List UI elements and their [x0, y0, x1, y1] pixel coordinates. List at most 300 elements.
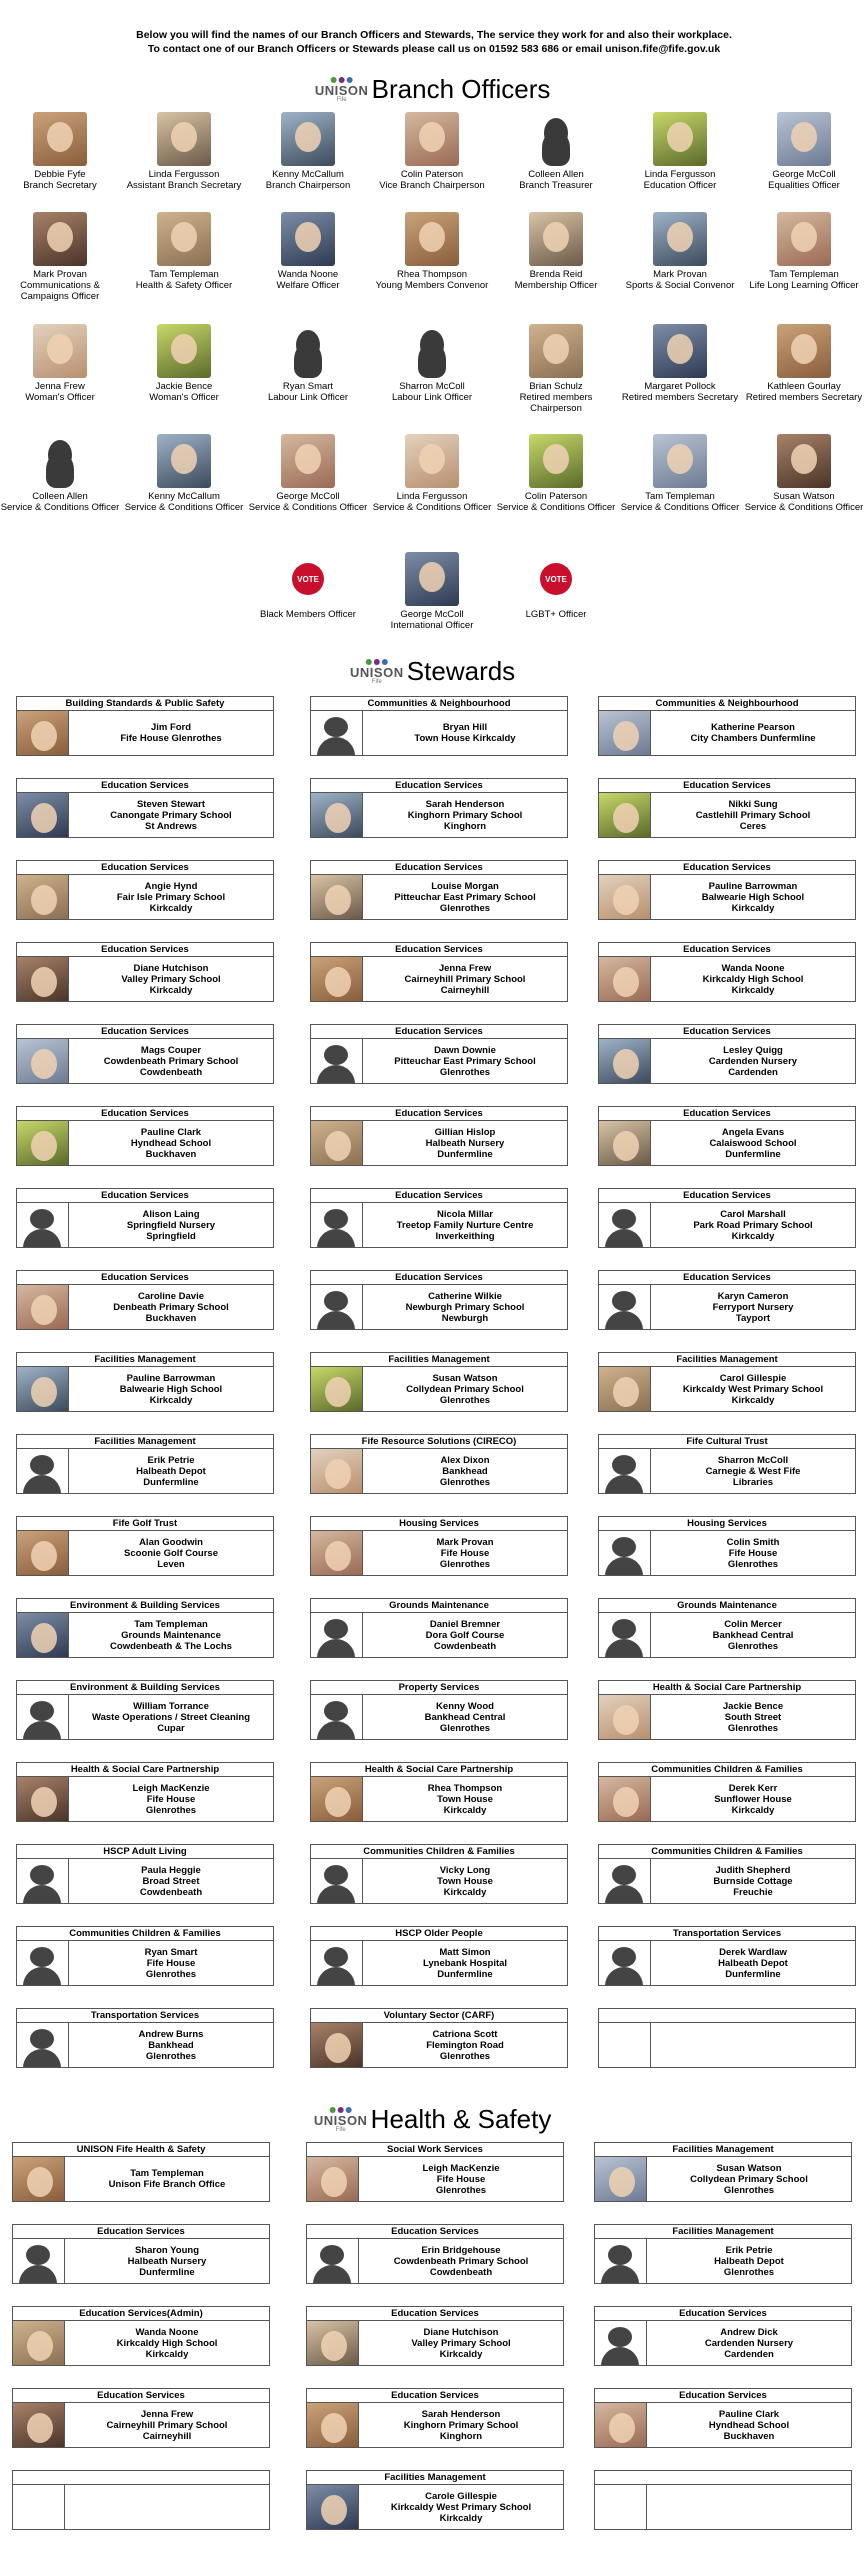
officer-role: Branch Secretary	[23, 180, 97, 191]
card-location: Cupar	[157, 1722, 185, 1734]
card-service: UNISON Fife Health & Safety	[13, 2143, 269, 2157]
card-name: Gillian Hislop	[434, 1126, 496, 1138]
card-service: Fife Cultural Trust	[599, 1435, 855, 1449]
officer-name: Tam Templeman	[645, 491, 715, 502]
card-service: Education Services	[311, 1271, 567, 1285]
officer-name: Linda Fergusson	[396, 491, 468, 502]
card-workplace: Halbeath Depot	[136, 1465, 206, 1477]
steward-card	[310, 1270, 568, 1330]
steward-card	[598, 1352, 856, 1412]
officer-photo	[281, 112, 335, 166]
card-workplace: Collydean Primary School	[690, 2173, 808, 2185]
card-name: William Torrance	[133, 1700, 209, 1712]
card-photo	[307, 2403, 359, 2447]
card-photo	[311, 2023, 363, 2067]
card-workplace: Fife House	[146, 1793, 196, 1805]
card-service: Education Services	[599, 943, 855, 957]
officer-role: Service & Conditions Officer	[124, 502, 244, 513]
card-photo	[307, 2239, 359, 2283]
steward-card	[16, 1598, 274, 1658]
officer-card	[0, 112, 120, 191]
card-location: Glenrothes	[727, 1640, 779, 1652]
card-photo	[599, 1449, 651, 1493]
officer-name: Jenna Frew	[35, 381, 85, 392]
card-service: Education Services	[17, 1271, 273, 1285]
card-workplace: Cowdenbeath Primary School	[393, 2255, 529, 2267]
officer-photo	[529, 434, 583, 488]
card-workplace: Town House	[437, 1793, 493, 1805]
officer-card	[496, 112, 616, 191]
card-workplace: Kirkcaldy High School	[702, 973, 804, 985]
steward-card	[594, 2142, 852, 2202]
card-location: Glenrothes	[439, 1558, 491, 1570]
card-service: Education Services	[307, 2389, 563, 2403]
officer-photo	[653, 324, 707, 378]
officer-card	[744, 112, 864, 191]
card-name: Sarah Henderson	[425, 798, 505, 810]
steward-card	[16, 778, 274, 838]
card-location: Kirkcaldy	[443, 1886, 487, 1898]
card-workplace: Treetop Family Nurture Centre	[396, 1219, 534, 1231]
card-service: Transportation Services	[17, 2009, 273, 2023]
steward-card	[310, 1926, 568, 1986]
officer-role: Labour Link Officer	[391, 392, 473, 403]
officer-role: Retired members Secretary	[745, 392, 863, 403]
card-name: Pauline Clark	[140, 1126, 202, 1138]
card-name: Dawn Downie	[434, 1044, 496, 1056]
card-service: Education Services	[595, 2389, 851, 2403]
card-location: Glenrothes	[723, 2184, 775, 2196]
card-service: Education Services(Admin)	[13, 2307, 269, 2321]
card-name: Carol Gillespie	[719, 1372, 787, 1384]
card-name: Lesley Quigg	[723, 1044, 783, 1056]
officer-photo	[157, 112, 211, 166]
card-name: Andrew Dick	[720, 2326, 778, 2338]
card-service: Communities Children & Families	[599, 1763, 855, 1777]
card-location: Glenrothes	[723, 2266, 775, 2278]
card-name: Jackie Bence	[722, 1700, 784, 1712]
card-workplace: Halbeath Depot	[714, 2255, 784, 2267]
unison-logo: UNISON Fife	[317, 2107, 365, 2133]
card-location: Glenrothes	[727, 1558, 779, 1570]
card-service: Education Services	[17, 861, 273, 875]
card-name: Kenny Wood	[436, 1700, 494, 1712]
officer-name: Kenny McCallum	[272, 169, 344, 180]
card-workplace: Halbeath Nursery	[127, 2255, 207, 2267]
card-photo	[595, 2403, 647, 2447]
officer-role: Branch Chairperson	[265, 180, 351, 191]
card-workplace: Halbeath Depot	[718, 1957, 788, 1969]
steward-card	[310, 2008, 568, 2068]
officer-role: Young Members Convenor	[375, 280, 489, 291]
card-service: Voluntary Sector (CARF)	[311, 2009, 567, 2023]
card-name: Pauline Barrowman	[708, 880, 798, 892]
card-name: Nicola Millar	[437, 1208, 493, 1220]
card-photo	[311, 711, 363, 755]
officer-name: Tam Templeman	[769, 269, 839, 280]
officer-name: George McColl	[400, 609, 464, 620]
card-service: Health & Social Care Partnership	[311, 1763, 567, 1777]
card-location: Kirkcaldy	[149, 1394, 193, 1406]
officer-role: Membership Officer	[514, 280, 598, 291]
card-location: Buckhaven	[723, 2430, 775, 2442]
card-name: Wanda Noone	[721, 962, 785, 974]
card-location: Tayport	[735, 1312, 771, 1324]
card-workplace: Park Road Primary School	[693, 1219, 813, 1231]
card-location: Cardenden	[728, 1066, 778, 1078]
officer-card	[248, 112, 368, 191]
card-workplace: Ferryport Nursery	[712, 1301, 794, 1313]
officer-card	[0, 212, 120, 302]
card-name: Jenna Frew	[140, 2408, 194, 2420]
card-workplace: Kirkcaldy West Primary School	[682, 1383, 824, 1395]
officer-card	[0, 324, 120, 403]
officer-role: Woman's Officer	[149, 392, 219, 403]
card-name: Tam Templeman	[130, 2168, 204, 2179]
card-workplace: Bankhead	[442, 1465, 488, 1477]
card-workplace: Fife House	[436, 2173, 486, 2185]
officer-photo	[529, 212, 583, 266]
card-location: Glenrothes	[439, 902, 491, 914]
officer-photo	[281, 212, 335, 266]
officer-card	[620, 324, 740, 403]
card-service: Education Services	[599, 1189, 855, 1203]
steward-card	[598, 942, 856, 1002]
card-workplace: Bankhead Central	[712, 1629, 794, 1641]
officer-role: LGBT+ Officer	[525, 609, 587, 620]
card-service: Communities Children & Families	[17, 1927, 273, 1941]
steward-card	[598, 2008, 856, 2068]
card-photo	[17, 1777, 69, 1821]
officer-role: Health & Safety Officer	[135, 280, 233, 291]
steward-card	[594, 2388, 852, 2448]
officer-name: Colin Paterson	[400, 169, 464, 180]
card-name: Jenna Frew	[438, 962, 492, 974]
card-photo	[311, 1613, 363, 1657]
card-location: Glenrothes	[727, 1722, 779, 1734]
officer-name: Margaret Pollock	[644, 381, 716, 392]
card-workplace: Town House	[437, 1875, 493, 1887]
card-photo	[311, 1695, 363, 1739]
officer-role: Communications & Campaigns Officer	[20, 280, 100, 302]
card-photo	[17, 875, 69, 919]
intro-line-2: To contact one of our Branch Officers or Stewards please call us on 01592 583 686 or email unison.fife@fife.gov.uk	[147, 43, 721, 55]
card-photo	[599, 1121, 651, 1165]
card-photo	[17, 1941, 69, 1985]
card-workplace: Kinghorn Primary School	[403, 2419, 519, 2431]
steward-card	[594, 2224, 852, 2284]
steward-card	[310, 1516, 568, 1576]
card-service: Environment & Building Services	[17, 1681, 273, 1695]
card-location: Dunfermline	[725, 1148, 781, 1160]
officer-photo	[281, 552, 335, 606]
officer-name: George McColl	[276, 491, 340, 502]
steward-card	[16, 860, 274, 920]
officer-photo	[529, 552, 583, 606]
card-workplace: Kinghorn Primary School	[407, 809, 523, 821]
card-workplace: Cardenden Nursery	[708, 1055, 798, 1067]
card-service	[595, 2471, 851, 2485]
card-workplace: Grounds Maintenance	[121, 1629, 221, 1641]
card-workplace: Halbeath Nursery	[425, 1137, 505, 1149]
card-location: Kinghorn	[443, 820, 487, 832]
card-name: Louise Morgan	[431, 880, 499, 892]
card-service: Facilities Management	[307, 2471, 563, 2485]
card-photo	[311, 1859, 363, 1903]
card-workplace: Castlehill Primary School	[695, 809, 811, 821]
steward-card	[306, 2388, 564, 2448]
steward-card	[598, 1680, 856, 1740]
card-workplace: Cowdenbeath Primary School	[103, 1055, 239, 1067]
card-photo	[595, 2239, 647, 2283]
card-service: Education Services	[599, 1271, 855, 1285]
card-workplace: Cairneyhill Primary School	[404, 973, 526, 985]
card-service: Communities & Neighbourhood	[599, 697, 855, 711]
card-location: Cowdenbeath	[429, 2266, 493, 2278]
card-photo	[599, 1285, 651, 1329]
card-service: Communities Children & Families	[599, 1845, 855, 1859]
card-location: Kinghorn	[439, 2430, 483, 2442]
card-name: Bryan Hill	[442, 722, 488, 733]
officer-name: Wanda Noone	[277, 269, 339, 280]
card-name: Pauline Barrowman	[126, 1372, 216, 1384]
steward-card	[598, 1188, 856, 1248]
officer-name: Susan Watson	[773, 491, 835, 502]
officer-card	[372, 212, 492, 291]
card-location: Cowdenbeath	[433, 1640, 497, 1652]
card-photo	[17, 1531, 69, 1575]
steward-card	[310, 1188, 568, 1248]
card-workplace: Newburgh Primary School	[405, 1301, 525, 1313]
card-location: Dunfermline	[437, 1968, 493, 1980]
card-name: Carole Gillespie	[425, 2490, 497, 2502]
officer-role: Labour Link Officer	[267, 392, 349, 403]
officer-role: Retired members Secretary	[621, 392, 739, 403]
officer-name: Jackie Bence	[155, 381, 213, 392]
card-location: Glenrothes	[145, 1804, 197, 1816]
card-photo	[311, 1777, 363, 1821]
card-service: Education Services	[307, 2225, 563, 2239]
steward-card	[16, 1188, 274, 1248]
card-photo	[17, 1859, 69, 1903]
card-photo	[13, 2321, 65, 2365]
card-service: Education Services	[307, 2307, 563, 2321]
card-location: Kirkcaldy	[731, 1804, 775, 1816]
card-workplace: Balwearie High School	[701, 891, 805, 903]
officer-name: Colleen Allen	[32, 491, 88, 502]
officer-photo	[281, 434, 335, 488]
steward-card	[310, 1434, 568, 1494]
card-service: Education Services	[311, 1107, 567, 1121]
steward-card	[310, 696, 568, 756]
card-photo	[17, 1449, 69, 1493]
card-location: Leven	[157, 1558, 185, 1570]
card-name: Susan Watson	[432, 1372, 498, 1384]
card-photo	[311, 1203, 363, 1247]
steward-card	[310, 1024, 568, 1084]
card-name: Angie Hynd	[144, 880, 198, 892]
card-photo	[17, 1285, 69, 1329]
officer-role: Service & Conditions Officer	[496, 502, 616, 513]
card-photo	[17, 1203, 69, 1247]
card-service: Education Services	[599, 1025, 855, 1039]
card-service: Transportation Services	[599, 1927, 855, 1941]
steward-card	[16, 1270, 274, 1330]
card-photo	[17, 1121, 69, 1165]
card-name: Jim Ford	[150, 722, 192, 733]
card-name: Karyn Cameron	[717, 1290, 789, 1302]
steward-card	[12, 2142, 270, 2202]
steward-card	[598, 1598, 856, 1658]
card-photo	[311, 875, 363, 919]
steward-card	[598, 1106, 856, 1166]
card-service: Health & Social Care Partnership	[599, 1681, 855, 1695]
card-service: Education Services	[599, 861, 855, 875]
card-workplace: Fife House Glenrothes	[120, 733, 222, 744]
officer-card	[248, 324, 368, 403]
officer-role: Life Long Learning Officer	[749, 280, 859, 291]
card-location: St Andrews	[145, 820, 197, 832]
card-service: HSCP Older People	[311, 1927, 567, 1941]
card-service: Education Services	[17, 1025, 273, 1039]
card-location: Dunfermline	[437, 1148, 493, 1160]
card-photo	[599, 1531, 651, 1575]
officer-card	[248, 434, 368, 513]
officer-role: International Officer	[390, 620, 474, 631]
card-location: Glenrothes	[439, 1394, 491, 1406]
steward-card	[16, 1352, 274, 1412]
card-name: Diane Hutchison	[423, 2326, 499, 2338]
steward-card	[16, 2008, 274, 2068]
officer-name: Colleen Allen	[528, 169, 584, 180]
card-location: Buckhaven	[145, 1312, 197, 1324]
card-name: Susan Watson	[716, 2162, 782, 2174]
card-name: Daniel Bremner	[429, 1618, 501, 1630]
card-workplace: Bankhead	[148, 2039, 194, 2051]
officer-card	[744, 434, 864, 513]
steward-card	[310, 1598, 568, 1658]
officer-role: Retired members Chairperson	[519, 392, 593, 414]
card-location: Kirkcaldy	[731, 1394, 775, 1406]
card-workplace: Lynebank Hospital	[422, 1957, 508, 1969]
officer-role: Black Members Officer	[260, 609, 356, 620]
card-name: Ryan Smart	[144, 1946, 198, 1958]
card-photo	[307, 2157, 359, 2201]
steward-card	[12, 2470, 270, 2530]
card-name: Alex Dixon	[440, 1454, 490, 1466]
branch-officers-heading	[0, 74, 868, 114]
officer-card	[124, 324, 244, 403]
card-photo	[599, 1695, 651, 1739]
officer-name: Kathleen Gourlay	[767, 381, 841, 392]
steward-card	[16, 1762, 274, 1822]
officer-name: Sharron McColl	[399, 381, 465, 392]
card-photo	[599, 1613, 651, 1657]
card-name: Alan Goodwin	[139, 1536, 203, 1548]
steward-card	[306, 2470, 564, 2530]
health-safety-heading	[0, 2104, 868, 2144]
officer-photo	[653, 212, 707, 266]
officer-card	[248, 212, 368, 291]
card-name: Rhea Thompson	[427, 1782, 503, 1794]
card-name: Sarah Henderson	[421, 2408, 501, 2420]
steward-card	[16, 1434, 274, 1494]
officer-photo	[529, 324, 583, 378]
steward-card	[594, 2306, 852, 2366]
officer-photo	[653, 434, 707, 488]
card-name: Colin Smith	[726, 1536, 780, 1548]
card-photo	[311, 1121, 363, 1165]
officer-role: Welfare Officer	[276, 280, 340, 291]
card-photo	[311, 1941, 363, 1985]
card-location: Glenrothes	[145, 2050, 197, 2062]
steward-card	[598, 1434, 856, 1494]
steward-card	[306, 2142, 564, 2202]
card-workplace: Pitteuchar East Primary School	[394, 1055, 536, 1067]
card-workplace: Fife House	[146, 1957, 196, 1969]
card-photo	[311, 1367, 363, 1411]
card-workplace: Canongate Primary School	[110, 809, 232, 821]
officer-card	[744, 324, 864, 403]
officer-photo	[777, 324, 831, 378]
officer-card	[124, 434, 244, 513]
card-workplace: Cairneyhill Primary School	[106, 2419, 228, 2431]
card-location: Kirkcaldy	[731, 902, 775, 914]
officer-card	[372, 112, 492, 191]
card-workplace: City Chambers Dunfermline	[690, 733, 816, 744]
card-service: Grounds Maintenance	[311, 1599, 567, 1613]
card-location: Kirkcaldy	[731, 984, 775, 996]
card-service: Facilities Management	[17, 1353, 273, 1367]
officer-name: Kenny McCallum	[148, 491, 220, 502]
card-photo	[311, 1285, 363, 1329]
card-location: Glenrothes	[439, 1722, 491, 1734]
card-workplace: Unison Fife Branch Office	[108, 2179, 226, 2190]
card-service: Environment & Building Services	[17, 1599, 273, 1613]
card-name: Erik Petrie	[725, 2244, 773, 2256]
steward-card	[310, 1844, 568, 1904]
card-photo	[17, 1039, 69, 1083]
card-name: Catriona Scott	[432, 2028, 498, 2040]
card-name: Angela Evans	[721, 1126, 785, 1138]
officer-name: Mark Provan	[653, 269, 707, 280]
card-location: Cowdenbeath	[139, 1066, 203, 1078]
card-photo	[311, 957, 363, 1001]
card-workplace: South Street	[724, 1711, 782, 1723]
unison-logo: UNISON Fife	[318, 77, 366, 103]
card-photo	[599, 1941, 651, 1985]
officer-role: Woman's Officer	[25, 392, 95, 403]
officer-name: Linda Fergusson	[644, 169, 716, 180]
officer-card	[0, 434, 120, 513]
card-service: Housing Services	[599, 1517, 855, 1531]
steward-card	[310, 1762, 568, 1822]
card-service: Education Services	[599, 779, 855, 793]
officer-photo	[157, 324, 211, 378]
card-location: Inverkeithing	[435, 1230, 495, 1242]
card-service	[599, 2009, 855, 2023]
card-location: Kirkcaldy	[439, 2348, 483, 2360]
card-name: Catherine Wilkie	[428, 1290, 502, 1302]
card-photo	[595, 2321, 647, 2365]
officer-role: Service & Conditions Officer	[372, 502, 492, 513]
card-service: Education Services	[17, 943, 273, 957]
officer-name: George McColl	[772, 169, 836, 180]
card-name: Leigh MacKenzie	[132, 1782, 210, 1794]
card-service: Facilities Management	[311, 1353, 567, 1367]
card-service: Facilities Management	[595, 2225, 851, 2239]
officer-name: Colin Paterson	[524, 491, 588, 502]
